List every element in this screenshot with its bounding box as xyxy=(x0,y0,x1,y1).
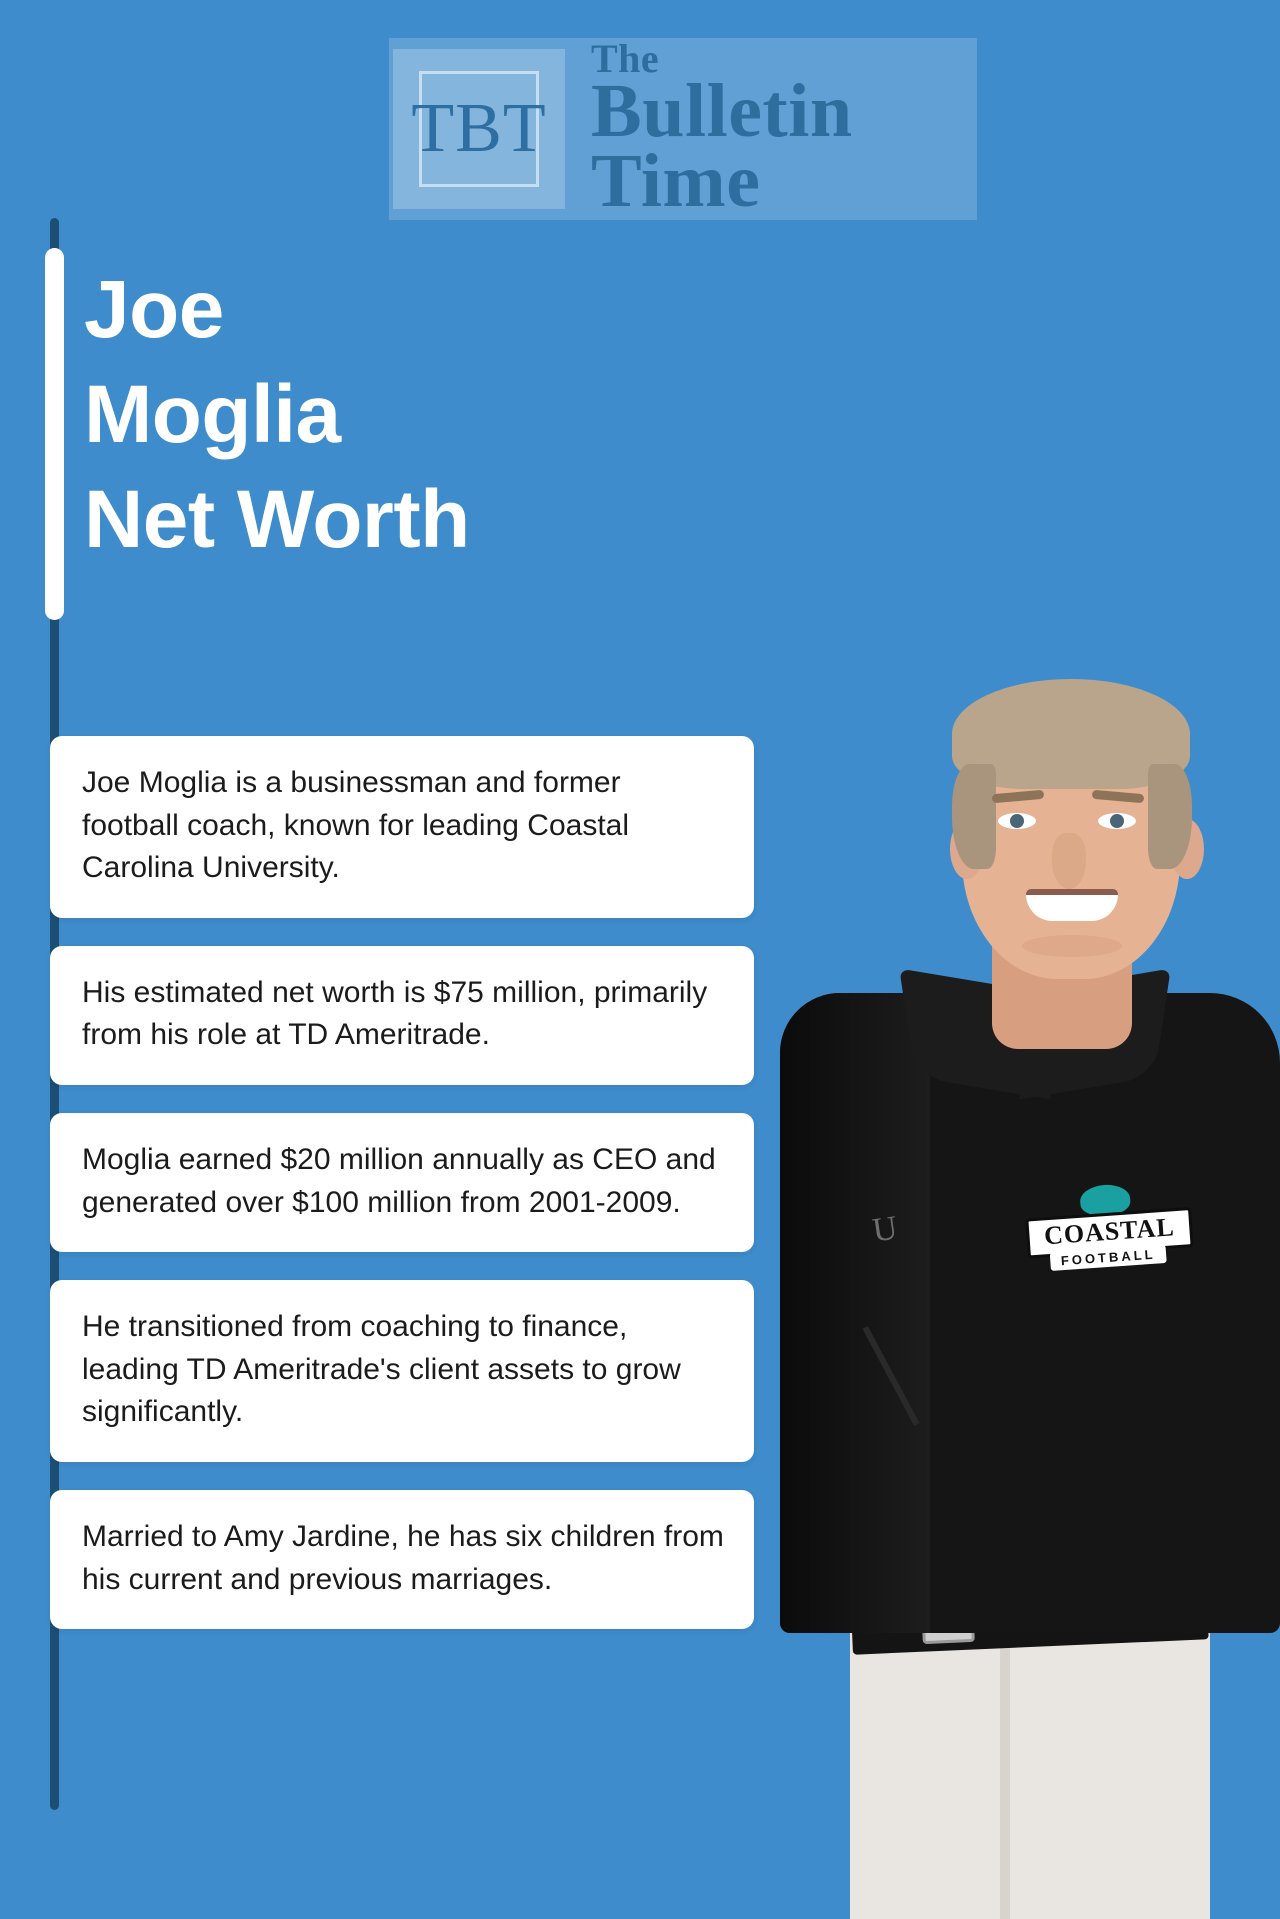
team-logo xyxy=(1023,1178,1189,1275)
team-name-label: COASTAL xyxy=(1025,1207,1193,1258)
nose xyxy=(1052,833,1086,889)
fact-card: Married to Amy Jardine, he has six children from his current and previous marriages. xyxy=(50,1490,754,1629)
person-illustration xyxy=(740,519,1280,1919)
fact-card: He transitioned from coaching to finance, leading TD Ameritrade's client assets to grow significantly. xyxy=(50,1280,754,1462)
fact-card: His estimated net worth is $75 million, primarily from his role at TD Ameritrade. xyxy=(50,946,754,1085)
apparel-brand-icon: U xyxy=(870,1209,900,1250)
brand-line-2: Bulletin xyxy=(591,69,853,154)
brand-wordmark xyxy=(591,35,853,224)
mouth xyxy=(1026,889,1118,921)
page-title-line-2: Moglia xyxy=(84,368,341,460)
fact-card: Moglia earned $20 million annually as CEO and generated over $100 million from 2001-2009. xyxy=(50,1113,754,1252)
fact-card: Joe Moglia is a businessman and former football coach, known for leading Coastal Carolina University. xyxy=(50,736,754,918)
vertical-rail-highlight xyxy=(45,248,64,620)
brand-monogram-text: TBT xyxy=(411,90,547,167)
polo-shirt-shadow xyxy=(780,993,930,1633)
page-title-line-1: Joe xyxy=(84,264,224,355)
subject-photo xyxy=(740,519,1280,1919)
brand-monogram-box xyxy=(393,49,565,209)
eye-left xyxy=(998,813,1036,829)
brand-logo xyxy=(389,35,977,224)
brand-line-3: Time xyxy=(591,139,761,224)
page-title-line-3: Net Worth xyxy=(84,473,470,565)
hair-left xyxy=(952,764,996,869)
fact-card-list xyxy=(50,736,822,1657)
eye-right xyxy=(1098,813,1136,829)
trousers xyxy=(850,1619,1210,1919)
hair-right xyxy=(1148,764,1192,869)
team-sub-label: FOOTBALL xyxy=(1050,1245,1167,1271)
brand-line-1: The xyxy=(591,35,660,81)
chin-shadow xyxy=(1022,935,1122,957)
page-title xyxy=(84,258,704,573)
